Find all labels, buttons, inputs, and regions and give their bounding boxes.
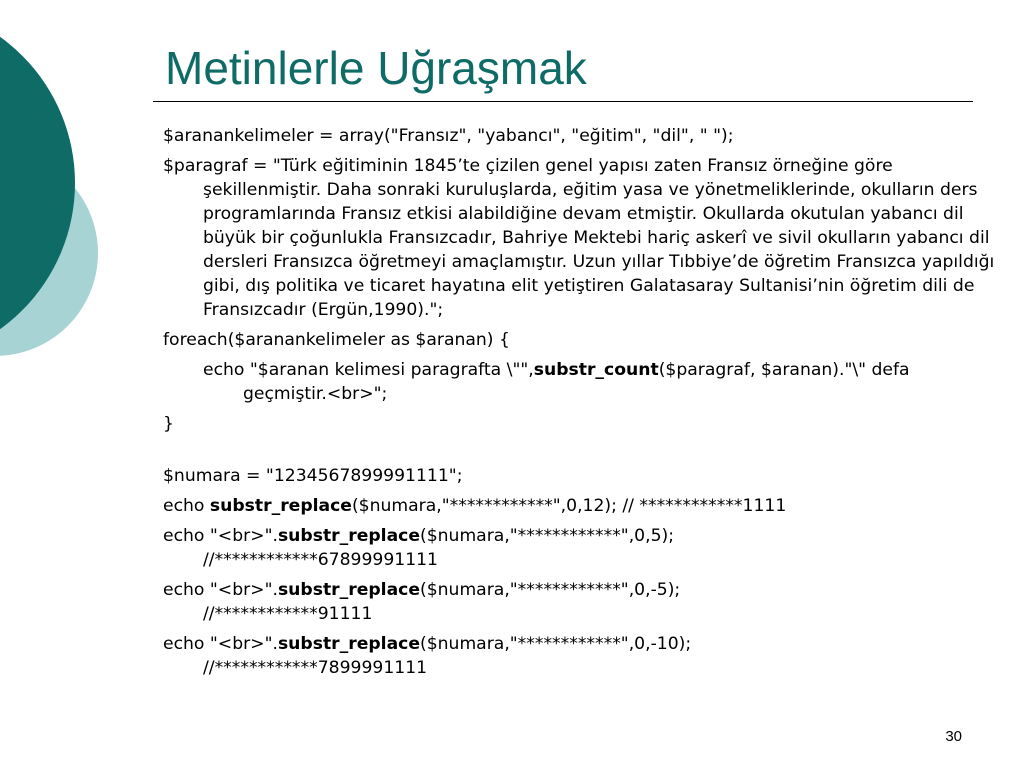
code-line-numara: $numara = "1234567899991111"; [163,466,463,486]
page-number: 30 [945,728,962,745]
code-line-close-brace: } [163,414,174,434]
function-name: substr_count [533,360,659,380]
code-content [163,124,998,686]
title-divider [153,101,973,102]
code-text: echo "<br>". [163,526,278,546]
code-text: echo "<br>". [163,580,278,600]
code-text: echo "$aranan kelimesi paragrafta \"", [203,360,534,380]
function-name: substr_replace [277,526,421,546]
decorative-circles [0,0,110,420]
code-line-paragraph: $paragraf = "Türk eğitiminin 1845’te çizilen genel yapısı zaten Fransız örneğine göre şekillenmiştir. Daha sonraki kuruluşlarda, eğitim yasa ve yönetmeliklerinde, okulların ders programlarında Fransız etkisi alabildiğine devam etmiştir. Okullarda okutulan yabancı dil büyük bir çoğunlukla Fransızcadır, Bahriye Mektebi hariç askerî ve sivil okulların yabancı dil dersleri Fransızca öğretmeyi amaçlamıştır. Uzun yıllar Tıbbiye’de öğretim Fransızca yapıldığı gibi, dış politika ve ticaret hayatına elit yetiştiren Galatasaray Sultanisi’nin öğretim dili de Fransızcadır (Ergün,1990)."; [163,156,995,320]
code-text: echo "<br>". [163,634,278,654]
code-text: ($paragraf, $aranan)."\" defa geçmiştir.<br>"; [243,360,910,404]
code-text: ($numara,"************",0,-10); [420,634,692,654]
code-text: ($numara,"************",0,-5); [420,580,681,600]
slide-title: Metinlerle Uğraşmak [165,42,587,94]
code-line-echo-count [203,358,998,406]
code-comment-4: //************7899991111 [203,658,428,678]
code-line-replace-2 [163,524,998,548]
code-line-array: $aranankelimeler = array("Fransız", "yabancı", "eğitim", "dil", " "); [163,126,734,146]
code-line-foreach: foreach($aranankelimeler as $aranan) { [163,330,510,350]
code-text: ($numara,"************",0,5); [420,526,675,546]
function-name: substr_replace [209,496,352,516]
function-name: substr_replace [277,634,421,654]
code-comment-2: //************67899991111 [203,550,438,570]
code-line-replace-1 [163,494,998,518]
code-comment-3: //************91111 [203,604,373,624]
function-name: substr_replace [277,580,421,600]
code-line-replace-3 [163,578,998,602]
code-text: ($numara,"************",0,12); // ************1111 [351,496,787,516]
code-line-replace-4 [163,632,998,656]
code-text: echo [163,496,210,516]
